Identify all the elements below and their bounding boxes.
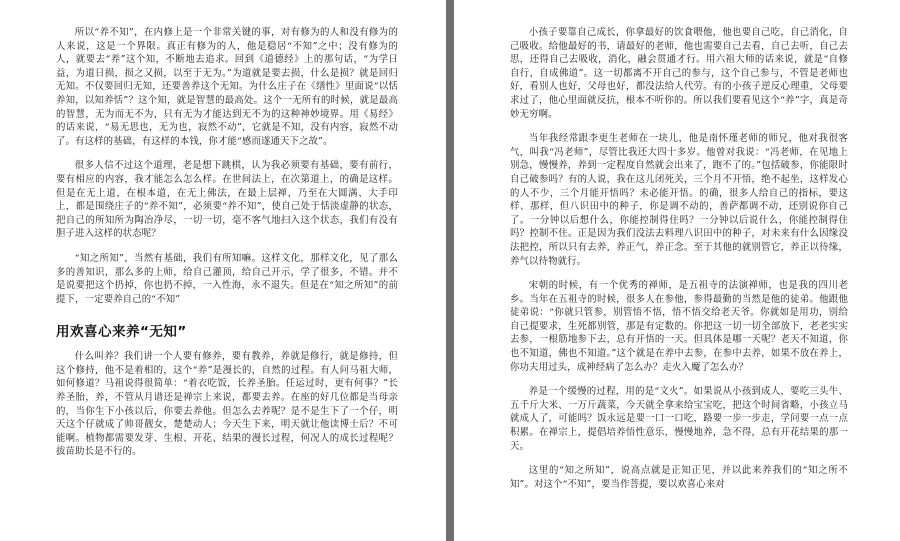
paragraph: 很多人信不过这个道理，老是想下跳棋，认为我必须要有基础，要有前行，要有相应的内容，我才能怎么怎么样。在世间法上，在次第道上，的确是这样。但是在无上道，在根本道，在无上佛法，在最上层禅，乃至在大圆满、大手印上，都是围绕庄子的“养不知”，必须要“养不知”，使自己处于恬淡虚静的状态，把自己的所知所为陶冶净尽，一切一切，毫不客气地扫入这个状态，我们有没有胆子进入这样的状态呢？ [56,160,398,240]
paragraph: “知之所知”，当然有基础，我们有所知嘛。这样文化，那样文化，见了那么多的善知识，那么多的上师，给自己灌顶，给自己开示，学了很多，不错。并不是说要把这个扔掉，你也扔不掉，一入性海，永不退失。但是在“知之所知”的前提下，一定要养自己的“不知” [56,252,398,305]
paragraph: 所以“养不知”，在内修上是一个非常关键的事，对有修为的人和没有修为的人来说，这是一个界限。真正有修为的人，他是稳居“不知”之中；没有修为的人，就要去“养”这个知，不断地去追求。回到《道德经》上的那句话，“为学日益，为道日损，损之又损，以至于无为。”为道就是要去损，什么是损？就是回归无知。不仅要回归无知，还要善养这个无知。为什么庄子在《缮性》里面说“以恬养知，以知养恬”？这个知，就是智慧的最高处。这个一无所有的时候，就是最高的智慧，无为而无不为，只有无为才能达到无不为的这种神妙境界。用《易经》的话来说，“易无思也，无为也，寂然不动”，它就是不知，没有内容，寂然不动了。有这样的基础，有这样的本钱，你才能“感而遂通天下之故”。 [56,27,398,147]
page-gutter [446,0,454,541]
paragraph: 当年我经常跟李更生老师在一块儿，他是南怀瑾老师的师兄，他对我很客气，叫我“冯老师”，尽管比我还大四十多岁。他曾对我说：“冯老师，在见地上别急，慢慢养，养到一定程度自然就会出来了，跑不了的。”包括破参，你能限时自己破参吗？有的人说，我在这儿闭死关，三个月不开悟，绝不起坐，这样发心的人不少，三个月能开悟吗？未必能开悟。的确，很多人给自己的指标，要这样、那样，但八识田中的种子，你是调不动的，善萨都调不动，还别说你自己了。一分钟以后想什么，你能控制得住吗？一分钟以后说什么，你能控制得住吗？控制不住。正是因为我们没法去料理八识田中的种子，对未来有什么因缘没法把控，所以只有去养，养正气，养正念。至于其他的就别管它，养正以待缘，养气以待物就行。 [510,133,848,267]
paragraph: 宋朝的时候，有一个优秀的禅师，是五祖寺的法演禅师，也是我的四川老乡。当年在五祖寺的时候，很多人在参他，参得最勤的当然是他的徒弟。他跟他徒弟说：“你就只管参，别管悟不悟，悟不悟交给老天爷。你就如是用功，别给自己提要求，生死都别管，那是有定数的。你把这一切一切全部放下，老老实实去参，一根筋地参下去，总有开悟的一天。但具体是哪一天呢？老天不知道，你也不知道，佛也不知道。”这个就是在养中去参，在参中去养，如果不放在养上，你功夫用过头，成神经病了怎么办？走火入魔了怎么办？ [510,280,848,373]
right-page [454,0,900,541]
section-heading: 用欢喜心来养“无知” [56,324,187,341]
paragraph: 养是一个缓慢的过程，用的是“文火”。如果说从小孩到成人，要吃三头牛、五千斤大米、一万斤蔬菜，今天就全拿来给宝宝吃，把这个时间省略，小孩立马就成人了，可能吗？饭永远是要一口一口吃，路要一步一步走，学问要一点一点积累。在禅宗上，提倡培养悟性意乐，慢慢地养，急不得，总有开花结果的那一天。 [510,386,848,452]
paragraph: 小孩子要靠自己成长，你拿最好的饮食喂他，他也要自己吃，自己消化，自己吸收。给他最好的书，请最好的老师，他也需要自己去看，自己去听，自己去思，还得自己去吸收，消化，融会贯通才行。用六祖大师的话来说，就是“自修自行，自成佛道”。这一切都离不开自己的参与，这个自己参与，不管是老师也好，看别人也好，父母也好，都没法给人代劳。有的小孩子逆反心理重，父母要求过了，他心里面就反抗，根本不听你的。所以我们要看见这个“养”字，真是奇妙无穷啊。 [510,27,848,120]
paragraph: 这里的“知之所知”，说高点就是正知正见，并以此来养我们的“知之所不知”。对这个“不知”，要当作菩提，要以欢喜心来对 [510,465,848,490]
paragraph: 什么叫养？我们讲一个人要有修养，要有教养，养就是修行，就是修持，但这个修持，他不是着相的，这个“养”是漫长的，自然的过程。有人问马祖大师，如何修道？马祖说得很简单：“着衣吃饭，长养圣胎。任运过时，更有何事？”长养圣胎，养，不管从月谱还是禅宗上来说，都要去养。在座的好几位都是当母亲的，当你生下小孩以后，你要去养他。但怎么去养呢？是不是生下了一个仔，明天这个仔就成了帅哥靓女，楚楚动人；今天生下来，明天就让他读博士后？不可能啊。植物都需要发芽、生根、开花、结果的漫长过程，何况人的成长过程呢？拔苗助长是不行的。 [56,351,398,458]
left-page [0,0,446,541]
